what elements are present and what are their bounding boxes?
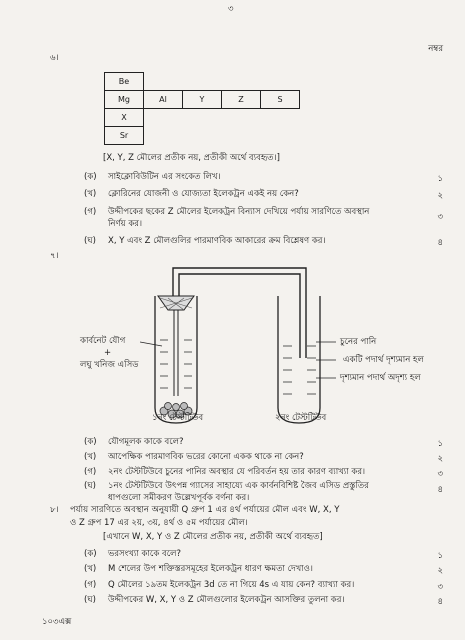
marks-header: নম্বর: [428, 44, 443, 54]
q7-part-label: (গ): [84, 467, 97, 477]
q8-note: [এখানে W, X, Y ও Z মৌলের প্রতীক নয়, প্রতীকী অর্থে ব্যবহৃত]: [103, 532, 323, 542]
plus-sign: +: [104, 348, 112, 358]
q7-part-text: আপেক্ষিক পারমাণবিক ভরের কোনো একক থাকে না কেন?: [108, 452, 304, 462]
q7-part-label: (ক): [84, 437, 97, 447]
q6-part-mark: ১: [437, 174, 443, 184]
q7-part-text-cont: ধাপগুলো সমীকরণ উল্লেখপূর্বক বর্ণনা কর।: [108, 493, 250, 503]
table-cell: Z: [222, 91, 261, 109]
q7-part-label: (ঘ): [84, 481, 96, 491]
q7-part-text: ১নং টেস্টটিউবে উৎপন্ন গ্যাসের সাহায্যে এক কার্বনবিশিষ্ট জৈব এসিড প্রস্তুতির: [108, 481, 369, 491]
q7-part-mark: ৪: [437, 485, 443, 495]
q6-part-mark: ২: [437, 191, 443, 201]
table-cell: Al: [144, 91, 183, 109]
q7-part-label: (খ): [84, 452, 97, 462]
q6-part-label: (খ): [84, 189, 97, 199]
table-cell: X: [105, 109, 144, 127]
q8-part-label: (গ): [84, 580, 97, 590]
q6-part-label: (গ): [84, 207, 97, 217]
q8-stem: পর্যায় সারণিতে অবস্থান অনুযায়ী Q গ্রুপ 1 এর ৪র্থ পর্যায়ের মৌল এবং W, X, Y: [70, 505, 340, 515]
question-8-number: ৮।: [50, 505, 59, 515]
dilute-acid-label: লঘু খনিজ এসিড: [80, 360, 139, 370]
footer-code: ১০৩এক্স: [42, 617, 72, 627]
q6-note: [X, Y, Z মৌলের প্রতীক নয়, প্রতীকী অর্থে ব্যবহৃত।]: [103, 153, 280, 163]
test-tube-2-caption: ২নং টেস্টটিউব: [275, 413, 327, 423]
q8-part-text: Q মৌলের ১৯তম ইলেকট্রন 3d তে না গিয়ে 4s এ যায় কেন? ব্যাখ্যা কর।: [108, 580, 355, 590]
q6-part-label: (ক): [84, 172, 97, 182]
table-cell: S: [261, 91, 300, 109]
q7-part-text: যৌগমূলক কাকে বলে?: [108, 437, 184, 447]
substance-invisible-label: দৃশ্যমান পদার্থ অদৃশ্য হল: [340, 373, 421, 383]
q8-stem-cont: ও Z গ্রুপ 17 এর ২য়, ৩য়, ৪র্থ ও ৫ম পর্যায়ের মৌল।: [70, 518, 248, 528]
substance-visible-label: একটি পদার্থ দৃশ্যমান হল: [343, 355, 424, 365]
question-7-number: ৭।: [50, 251, 59, 261]
q6-part-label: (ঘ): [84, 236, 96, 246]
q8-part-label: (ক): [84, 549, 97, 559]
q8-part-label: (ঘ): [84, 595, 96, 605]
carbonate-compound-label: কার্বনেট যৌগ: [80, 336, 126, 346]
lime-water-label: চুনের পানি: [340, 337, 377, 347]
q8-part-mark: ২: [437, 566, 443, 576]
question-6-number: ৬।: [50, 53, 59, 63]
table-cell: Be: [105, 73, 144, 91]
page-number: ৩: [228, 4, 234, 14]
table-cell: Y: [183, 91, 222, 109]
q8-part-label: (খ): [84, 564, 97, 574]
q8-part-mark: ৪: [437, 597, 443, 607]
q7-part-text: ২নং টেস্টটিউবে চুনের পানির অবস্থার যে পরিবর্তন হয় তার কারণ ব্যাখ্যা কর।: [108, 467, 366, 477]
q7-part-mark: ২: [437, 454, 443, 464]
test-tube-1-caption: ১নং টেস্টটিউব: [152, 413, 204, 423]
q6-part-text: উদ্দীপকের ছকের Z মৌলের ইলেকট্রন বিন্যাস দেখিয়ে পর্যায় সারণিতে অবস্থান: [108, 207, 370, 217]
q7-part-mark: ১: [437, 439, 443, 449]
q6-part-mark: ৩: [437, 212, 443, 222]
q6-part-text: X, Y এবং Z মৌলগুলির পারমাণবিক আকারের ক্রম বিশ্লেষণ কর।: [108, 236, 326, 246]
table-cell: Mg: [105, 91, 144, 109]
q8-part-text: উদ্দীপকের W, X, Y ও Z মৌলগুলোর ইলেকট্রন আসক্তির তুলনা কর।: [108, 595, 345, 605]
q8-part-text: ভরসংখ্যা কাকে বলে?: [108, 549, 181, 559]
q7-part-mark: ৩: [437, 469, 443, 479]
q6-part-text: ক্লোরিনের যোজনী ও যোজ্যতা ইলেকট্রন একই নয় কেন?: [108, 189, 299, 199]
test-tube-apparatus: [140, 258, 350, 430]
q6-part-text: সাইক্লোবিউটিন এর সংকেত লিখ।: [108, 172, 221, 182]
table-cell: Sr: [105, 127, 144, 145]
q8-part-mark: ১: [437, 551, 443, 561]
periodic-table-excerpt: [104, 72, 300, 145]
q6-part-mark: ৪: [437, 238, 443, 248]
q6-part-text-cont: নির্ণয় কর।: [108, 219, 143, 229]
q8-part-text: M শেলের উপ শক্তিস্তরসমূহের ইলেকট্রন ধারণ ক্ষমতা দেখাও।: [108, 564, 313, 574]
q8-part-mark: ৩: [437, 582, 443, 592]
